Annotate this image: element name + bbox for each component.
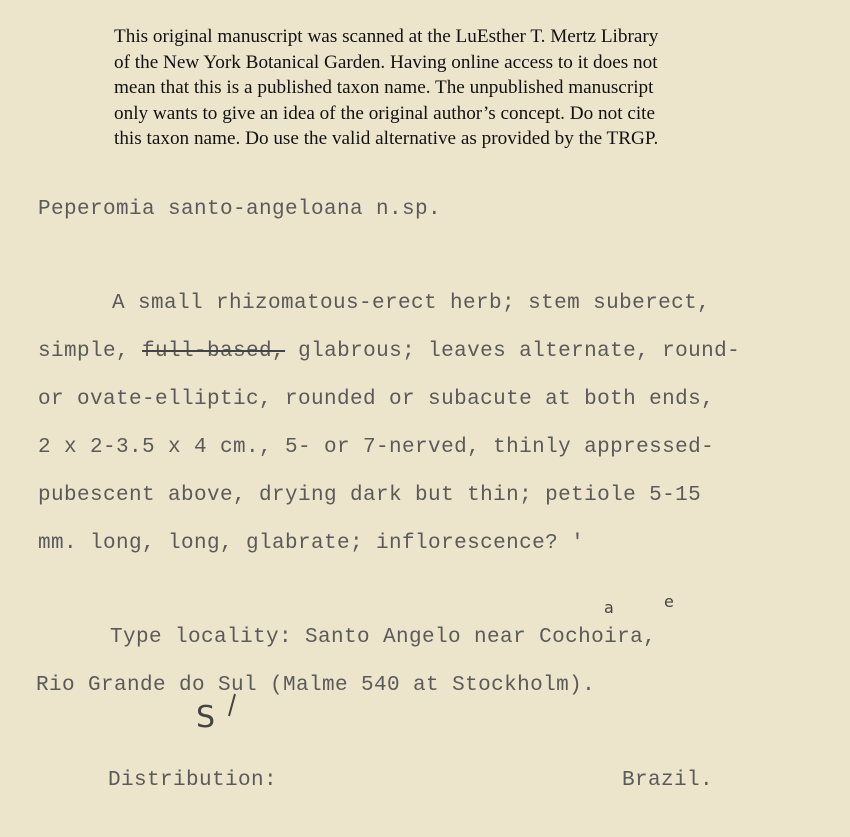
- distribution-value: Brazil.: [622, 769, 714, 792]
- type-locality-line: Rio Grande do Sul (Malme 540 at Stockholm).: [36, 674, 596, 697]
- description-line: 2 x 2-3.5 x 4 cm., 5- or 7-nerved, thinly appressed-: [38, 436, 715, 459]
- handwritten-correction: S: [196, 700, 216, 735]
- description-line: mm. long, long, glabrate; inflorescence? ': [38, 532, 585, 555]
- species-title: Peperomia santo-angeloana n.sp.: [38, 198, 442, 221]
- description-text: simple,: [38, 340, 143, 363]
- notice-line: of the New York Botanical Garden. Having online access to it does not: [114, 51, 658, 73]
- handwritten-stroke: [225, 692, 239, 720]
- handwritten-annotation: e: [664, 592, 674, 611]
- description-text: glabrous; leaves alternate, round-: [285, 340, 741, 363]
- description-line: [38, 340, 740, 363]
- distribution-label: Distribution:: [108, 769, 278, 792]
- handwritten-annotation: a: [604, 598, 614, 617]
- pen-stroke: [229, 694, 235, 716]
- notice-line: mean that this is a published taxon name. The unpublished manuscript: [114, 77, 654, 98]
- description-line: pubescent above, drying dark but thin; petiole 5-15: [38, 484, 702, 507]
- description-line: A small rhizomatous-erect herb; stem suberect,: [112, 292, 711, 315]
- description-line: or ovate-elliptic, rounded or subacute at both ends,: [38, 388, 715, 411]
- notice-line: this taxon name. Do use the valid alternative as provided by the TRGP.: [114, 128, 659, 149]
- library-notice: [114, 24, 754, 152]
- struck-text: full-based,: [142, 340, 286, 363]
- type-locality-line: Type locality: Santo Angelo near Cochoira,: [110, 626, 657, 649]
- notice-line: only wants to give an idea of the original author’s concept. Do not cite: [114, 102, 656, 124]
- notice-line: This original manuscript was scanned at the LuEsther T. Mertz Library: [114, 26, 659, 47]
